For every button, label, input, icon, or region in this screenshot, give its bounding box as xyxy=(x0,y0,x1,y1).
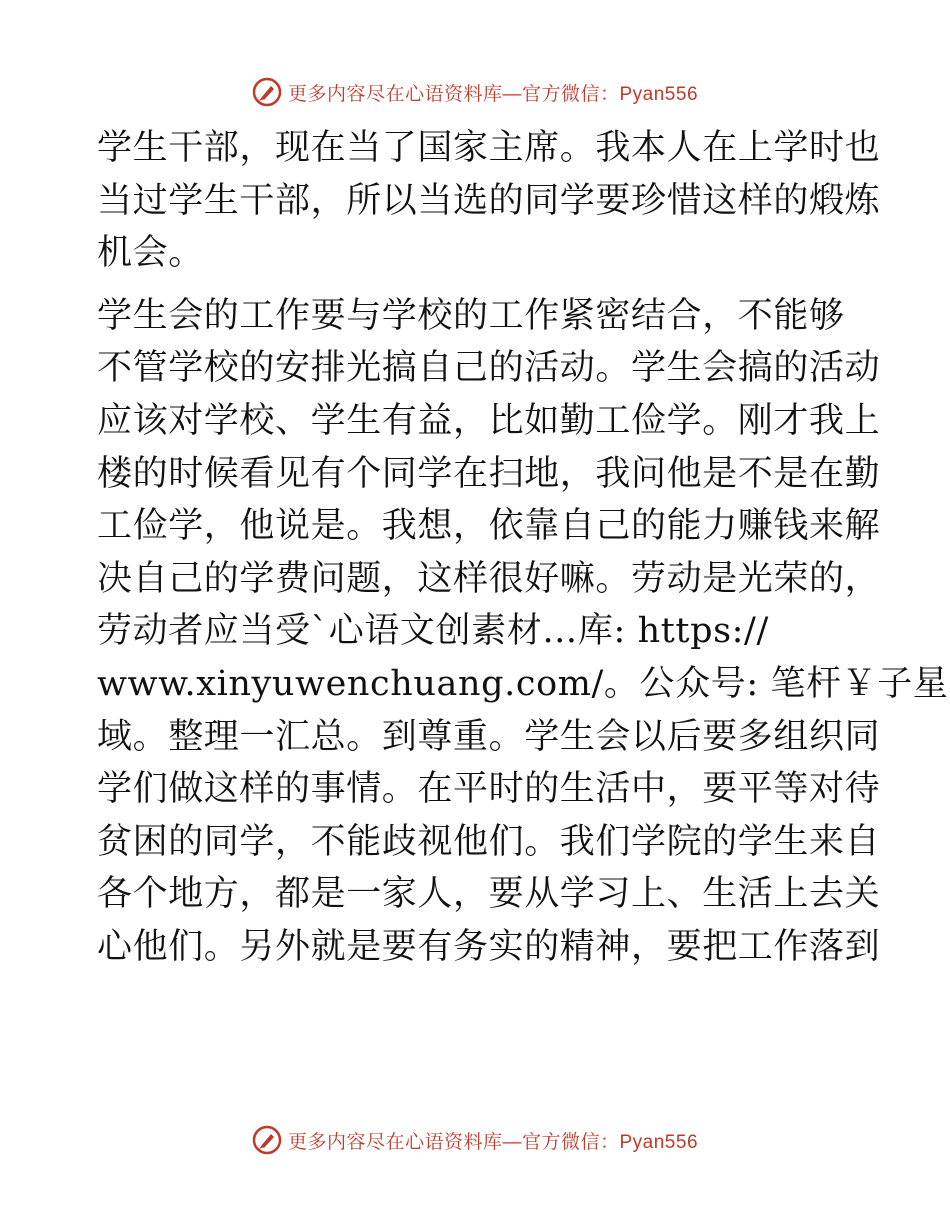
text-line: 学生干部，现在当了国家主席。我本人在上学时也 xyxy=(97,128,881,168)
paragraph-gap xyxy=(97,280,857,290)
footer-contact: —官方微信：Pyan556 xyxy=(502,1131,699,1153)
header-banner-text xyxy=(288,79,698,106)
header-contact: —官方微信：Pyan556 xyxy=(502,83,699,105)
text-line: 贫困的同学，不能歧视他们。我们学院的学生来自 xyxy=(97,821,881,862)
paragraph-1 xyxy=(97,122,881,280)
text-line: 不管学校的安排光搞自己的活动。学生会搞的活动 xyxy=(97,348,881,389)
header-banner xyxy=(0,72,950,112)
text-line: 机会。 xyxy=(97,233,204,274)
text-line: 劳动者应当受`心语文创素材…库: https:// xyxy=(97,611,769,652)
text-line: 心他们。另外就是要有务实的精神，要把工作落到 xyxy=(97,926,881,967)
text-line: 学们做这样的事情。在平时的生活中，要平等对待 xyxy=(97,769,881,810)
text-line: www.xinyuwenchuang.com/。公众号: 笔杆￥子星 xyxy=(97,663,949,704)
text-line: 域。整理一汇总。到尊重。学生会以后要多组织同 xyxy=(97,716,881,757)
footer-banner xyxy=(0,1120,950,1160)
footer-banner-text xyxy=(288,1127,698,1154)
text-line: 楼的时候看见有个同学在扫地，我问他是不是在勤 xyxy=(97,453,881,494)
text-line: 学生会的工作要与学校的工作紧密结合，不能够 xyxy=(97,295,845,336)
header-brand: 更多内容尽在心语资料库 xyxy=(287,82,503,105)
text-line: 决自己的学费问题，这样很好嘛。劳动是光荣的， xyxy=(97,558,881,599)
pen-nib-logo-icon xyxy=(252,1125,282,1155)
footer-brand: 更多内容尽在心语资料库 xyxy=(287,1130,503,1153)
pen-nib-logo-icon xyxy=(252,77,282,107)
text-line: 工俭学，他说是。我想，依靠自己的能力赚钱来解 xyxy=(97,506,881,547)
text-line: 当过学生干部，所以当选的同学要珍惜这样的煅炼 xyxy=(97,180,881,221)
document-body xyxy=(97,122,949,974)
text-line: 应该对学校、学生有益，比如勤工俭学。刚才我上 xyxy=(97,400,881,441)
text-line: 各个地方，都是一家人，要从学习上、生活上去关 xyxy=(97,874,881,915)
paragraph-2 xyxy=(97,290,949,974)
